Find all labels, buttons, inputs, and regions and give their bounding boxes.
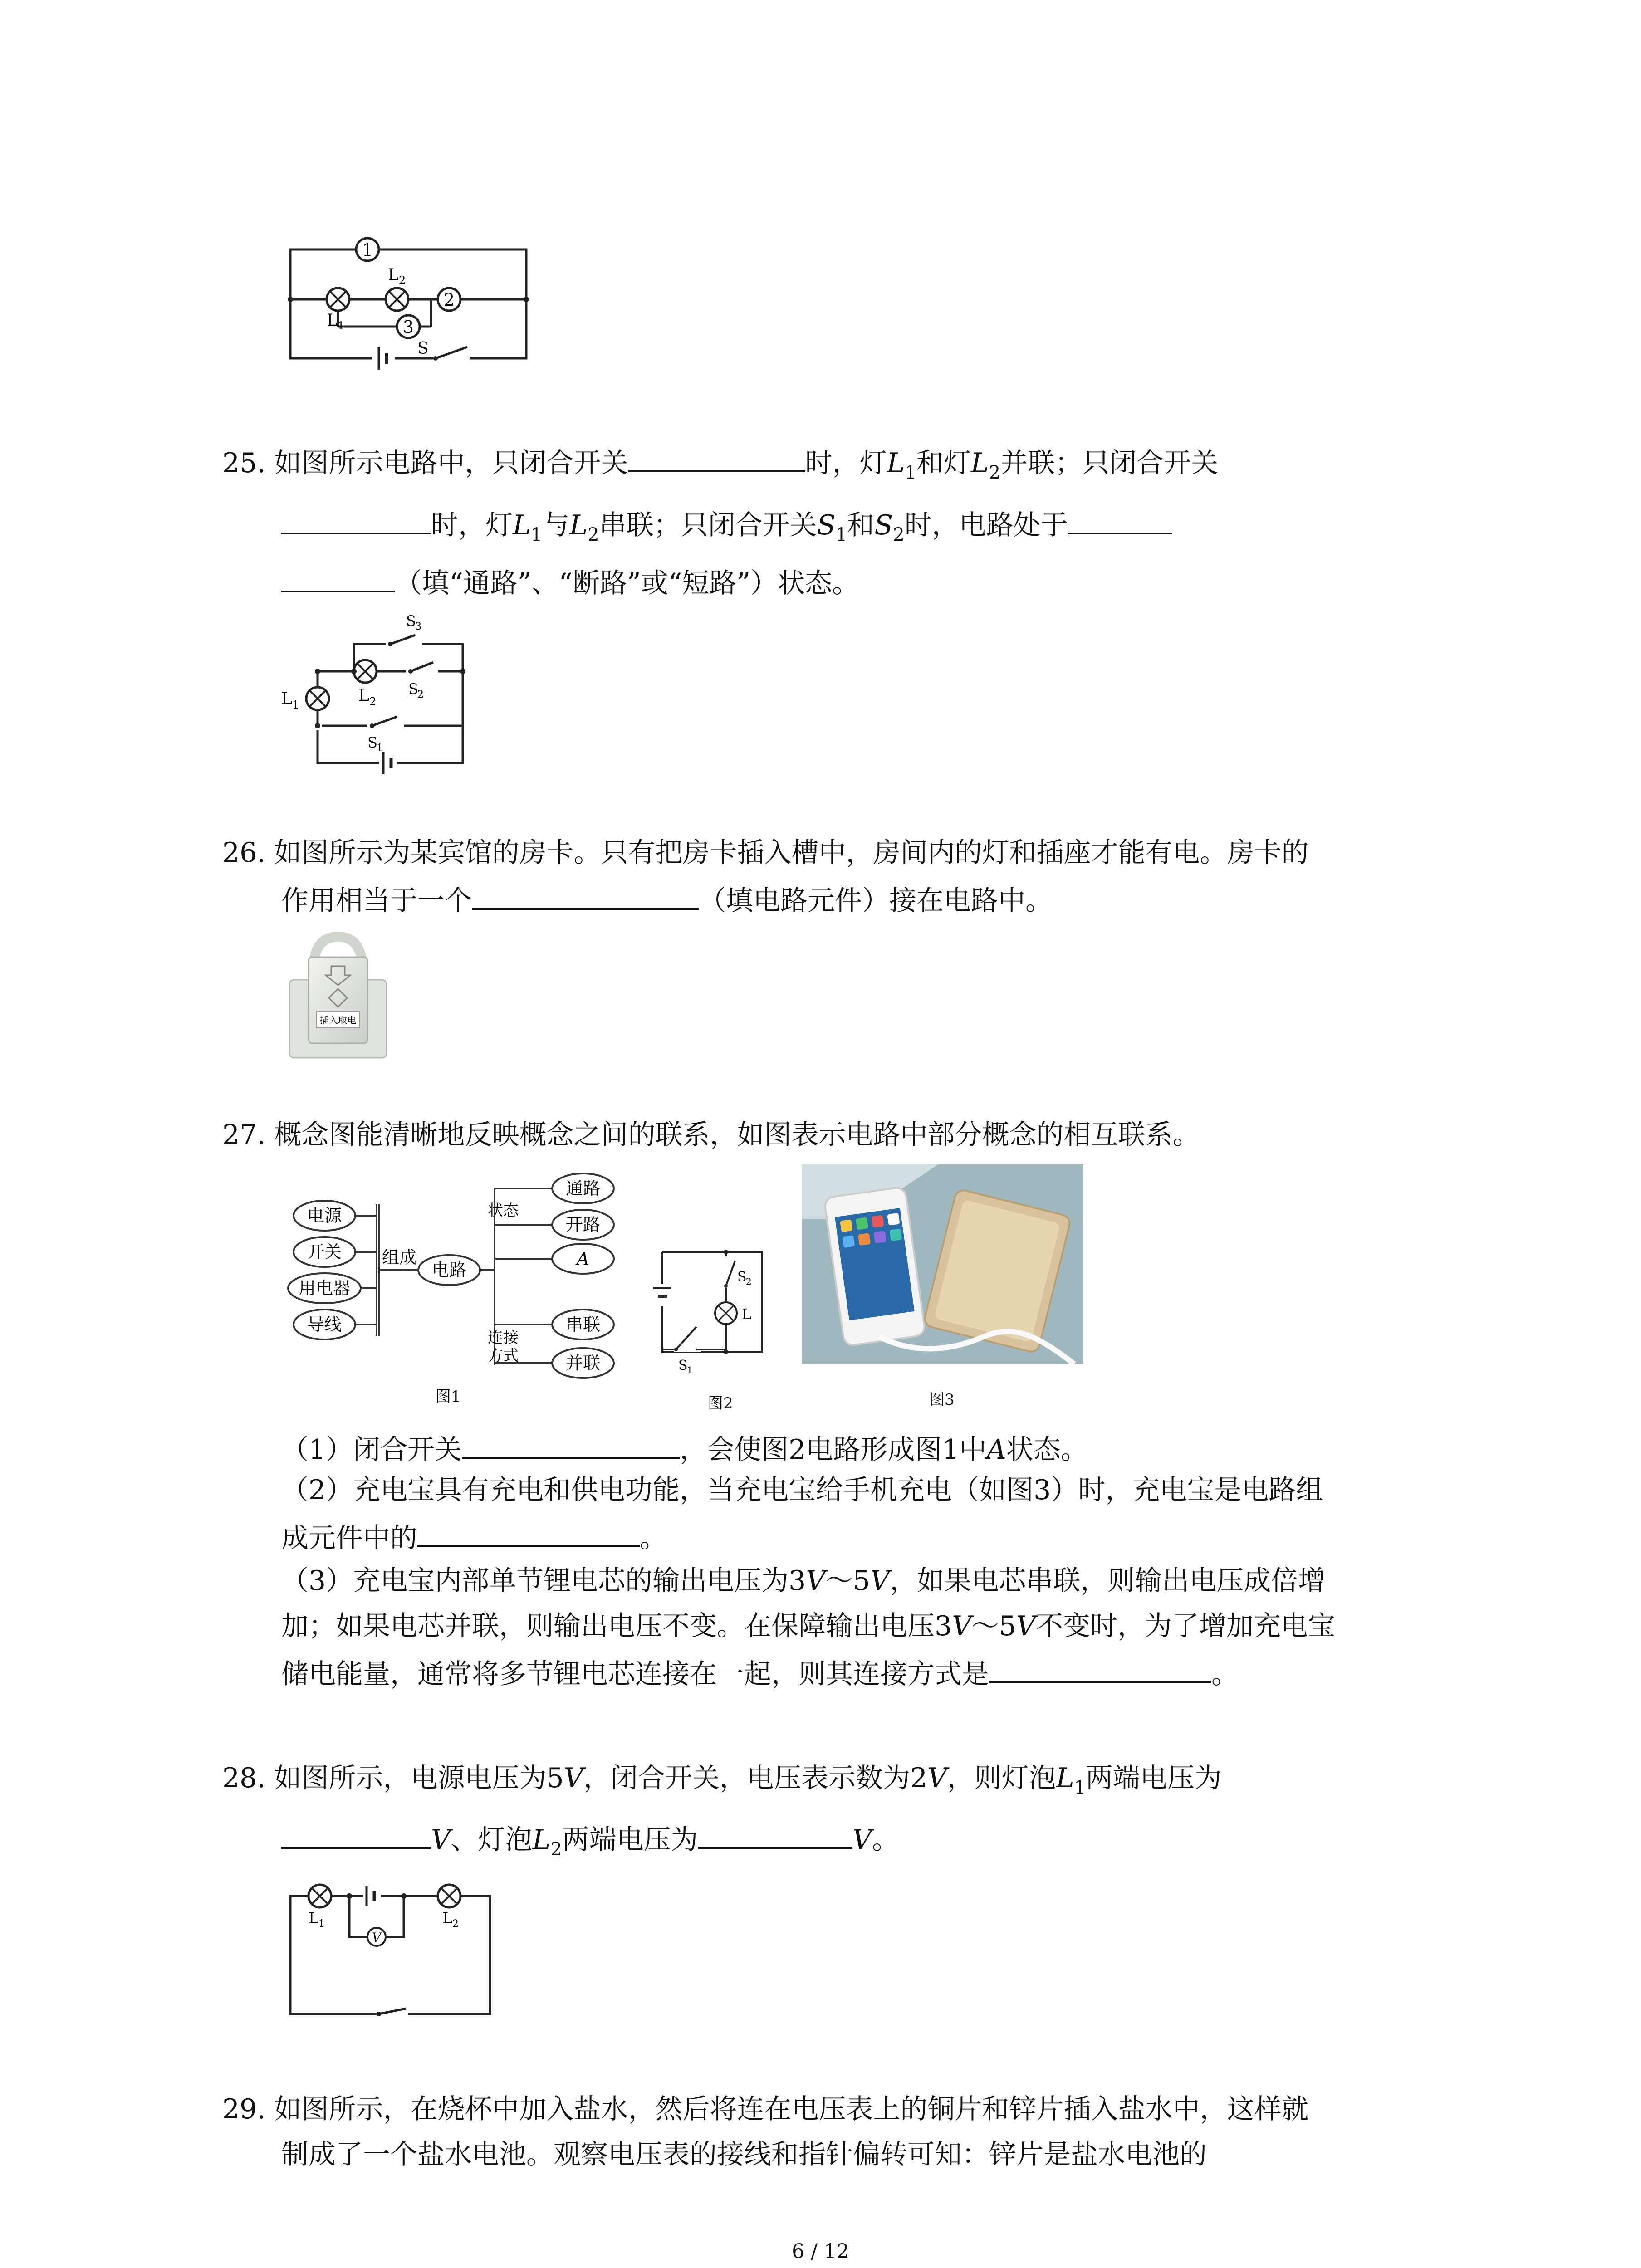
svg-text:1: 1 [292, 699, 299, 711]
svg-text:方式: 方式 [488, 1347, 519, 1365]
room-card-photo [286, 930, 390, 1061]
concept-node-appliance [288, 1273, 361, 1303]
answer-blank[interactable] [281, 504, 431, 534]
svg-text:电源: 电源 [307, 1206, 342, 1226]
svg-text:2: 2 [746, 1276, 752, 1287]
answer-blank[interactable] [1068, 504, 1172, 534]
concept-node-series [552, 1310, 614, 1339]
svg-text:状态: 状态 [488, 1202, 519, 1220]
svg-text:电路: 电路 [431, 1260, 467, 1280]
concept-node-circuit [418, 1255, 480, 1285]
answer-blank[interactable] [472, 880, 699, 910]
svg-text:L: L [388, 266, 399, 284]
svg-text:L: L [442, 1909, 453, 1927]
svg-text:3: 3 [415, 621, 421, 632]
question-number: 27. [222, 1119, 266, 1151]
svg-text:2: 2 [399, 274, 406, 287]
q26-line-2: 作用相当于一个 （填电路元件）接在电路中。 [281, 880, 1053, 919]
svg-text:串联: 串联 [565, 1315, 601, 1334]
answer-blank[interactable] [281, 562, 395, 592]
question-number: 26. [222, 837, 266, 869]
concept-node-open [552, 1210, 614, 1240]
svg-text:2: 2 [443, 290, 455, 310]
figure-caption: 图1 [436, 1388, 461, 1406]
svg-text:S: S [417, 339, 429, 358]
svg-text:L: L [327, 311, 338, 330]
answer-blank[interactable] [698, 1819, 852, 1849]
q27-part-3c: 储电能量，通常将多节锂电芯连接在一起，则其连接方式是 。 [281, 1653, 1239, 1692]
svg-text:L: L [309, 1909, 319, 1927]
q26-line-1: 26. 如图所示为某宾馆的房卡。只有把房卡插入槽中，房间内的灯和插座才能有电。房卡的 [222, 837, 1309, 869]
svg-text:2: 2 [369, 695, 377, 708]
q28-line-2: V、灯泡$L_2$两端电压为 V。 [281, 1819, 899, 1867]
figure-caption: 图3 [929, 1391, 955, 1409]
fig3-power-bank-photo [802, 1164, 1083, 1409]
lamp-l1-icon [327, 288, 349, 311]
svg-text:S: S [737, 1269, 747, 1285]
q25-line-2: 时，灯$L_1$与$L_2$串联；只闭合开关$S_1$和$S_2$时，电路处于 [281, 504, 1172, 553]
lamp-l2-icon [386, 288, 408, 311]
q27-part-2b: 成元件中的 。 [281, 1517, 667, 1556]
answer-blank[interactable] [989, 1653, 1211, 1683]
svg-text:1: 1 [338, 319, 345, 332]
answer-blank[interactable] [462, 1429, 680, 1459]
svg-text:开路: 开路 [565, 1215, 601, 1235]
answer-blank[interactable] [417, 1517, 640, 1547]
svg-text:S: S [408, 680, 418, 698]
svg-text:A: A [577, 1249, 589, 1269]
concept-node-closed [552, 1173, 614, 1203]
svg-text:S: S [406, 612, 416, 630]
concept-node-parallel [552, 1348, 614, 1378]
lamp-l1-icon [309, 1885, 331, 1907]
svg-text:L: L [281, 689, 292, 708]
svg-text:2: 2 [452, 1918, 459, 1930]
q25-line-3: （填“通路”、“断路”或“短路”）状态。 [281, 562, 859, 601]
svg-text:插入取电: 插入取电 [320, 1015, 356, 1026]
voltmeter-icon [367, 1928, 386, 1946]
svg-text:L: L [358, 686, 369, 705]
svg-text:1: 1 [687, 1364, 693, 1375]
q24-circuit-figure [281, 222, 535, 381]
answer-blank[interactable] [628, 442, 805, 472]
q28-line-1: 28. 如图所示，电源电压为5V，闭合开关，电压表示数为2V，则灯泡$L_1$两端电压为 [222, 1762, 1222, 1798]
q27-part-3b: 加；如果电芯并联，则输出电压不变。在保障输出电压3V～5V不变时，为了增加充电宝 [281, 1610, 1336, 1642]
lamp-l2-icon [354, 660, 377, 683]
answer-blank[interactable] [281, 1819, 431, 1849]
concept-node-wire [294, 1310, 355, 1339]
svg-text:3: 3 [402, 317, 414, 337]
lamp-l1-icon [306, 687, 329, 710]
svg-text:通路: 通路 [565, 1178, 601, 1198]
svg-text:导线: 导线 [307, 1315, 342, 1334]
q27-part-1: （1）闭合开关 ，会使图2电路形成图1中A状态。 [281, 1429, 1088, 1468]
figure-caption: 图2 [708, 1394, 733, 1411]
svg-text:2: 2 [417, 689, 424, 700]
svg-text:S: S [678, 1358, 688, 1374]
page-number: 6 / 12 [792, 2240, 849, 2263]
svg-text:V: V [372, 1930, 382, 1945]
lamp-l2-icon [438, 1885, 460, 1907]
q27-line-1: 27. 概念图能清晰地反映概念之间的联系，如图表示电路中部分概念的相互联系。 [222, 1119, 1200, 1151]
question-number: 29. [222, 2093, 266, 2125]
svg-text:组成: 组成 [382, 1247, 417, 1267]
q29-line-1: 29. 如图所示，在烧杯中加入盐水，然后将连在电压表上的铜片和锌片插入盐水中，这样就 [222, 2093, 1309, 2125]
q29-line-2: 制成了一个盐水电池。观察电压表的接线和指针偏转可知：锌片是盐水电池的 [281, 2139, 1207, 2170]
svg-text:L: L [742, 1305, 752, 1323]
q25-line-1: 25. 如图所示电路中，只闭合开关 时，灯$L_1$和灯$L_2$并联；只闭合开关 [222, 442, 1218, 491]
svg-text:1: 1 [377, 743, 383, 754]
q27-part-3a: （3）充电宝内部单节锂电芯的输出电压为3V～5V，如果电芯串联，则输出电压成倍增 [281, 1565, 1326, 1597]
svg-text:S: S [367, 734, 377, 751]
question-number: 25. [222, 447, 266, 479]
svg-text:开关: 开关 [307, 1242, 342, 1262]
q28-circuit-figure [281, 1878, 535, 2028]
svg-text:1: 1 [318, 1918, 325, 1930]
concept-map-figure [281, 1161, 626, 1406]
fig2-circuit [649, 1234, 785, 1411]
svg-text:用电器: 用电器 [298, 1278, 351, 1298]
svg-text:连接: 连接 [488, 1329, 519, 1347]
q25-circuit-figure [277, 603, 481, 776]
svg-text:并联: 并联 [565, 1353, 601, 1373]
question-number: 28. [222, 1762, 266, 1794]
q27-part-2a: （2）充电宝具有充电和供电功能，当充电宝给手机充电（如图3）时，充电宝是电路组 [281, 1474, 1323, 1506]
concept-node-switch [294, 1237, 355, 1267]
concept-node-a [552, 1244, 614, 1274]
svg-text:1: 1 [362, 240, 373, 260]
concept-node-power [294, 1201, 355, 1231]
lamp-icon [715, 1302, 737, 1324]
